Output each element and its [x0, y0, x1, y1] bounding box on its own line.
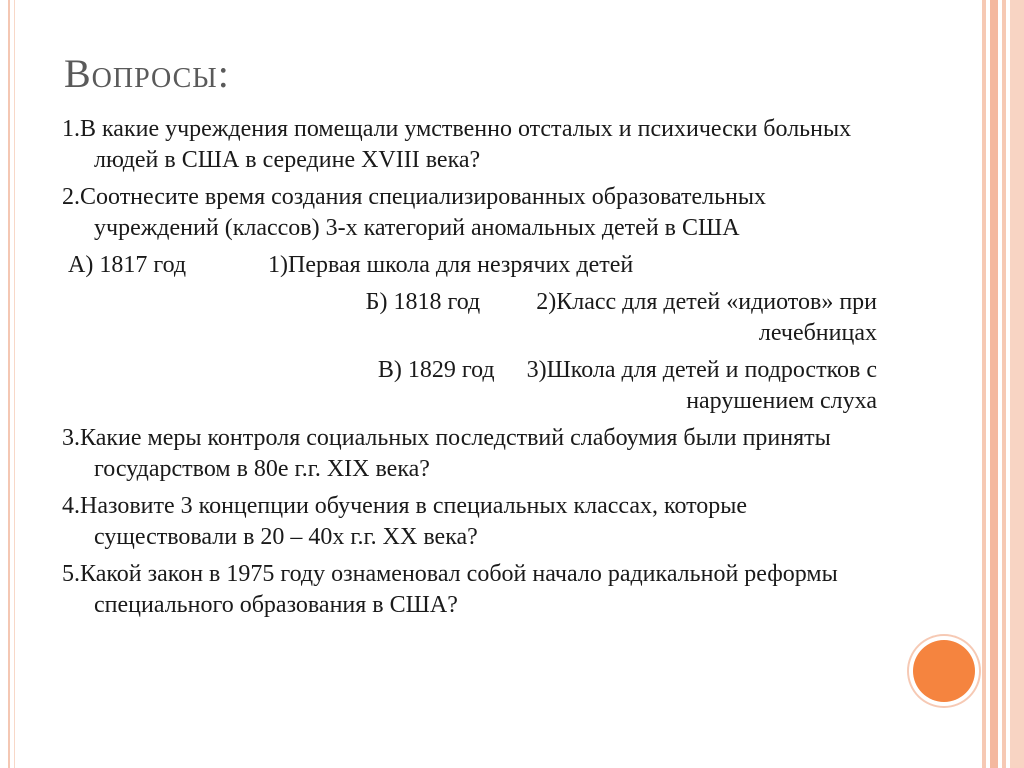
orange-circle-decoration	[913, 640, 975, 702]
right-stripe-2	[990, 0, 998, 768]
match-row-a	[62, 250, 882, 281]
match-b-item-line1: 2)Класс для детей «идиотов» при	[536, 289, 877, 315]
question-4: 4.Назовите 3 концепции обучения в специальных классах, которые существовали в 20 – 40х г.г. XX века?	[62, 493, 748, 550]
match-b-item-line2: лечебницах	[758, 320, 877, 346]
match-row-c	[62, 355, 877, 417]
question-1: 1.В какие учреждения помещали умственно отсталых и психически больных людей в США в середине XVIII века?	[62, 116, 852, 173]
match-b-year: Б) 1818 год	[365, 289, 481, 315]
slide-body	[62, 114, 882, 627]
right-stripe-4	[1010, 0, 1024, 768]
slide-title: Вопросы:	[64, 51, 230, 96]
question-5: 5.Какой закон в 1975 году ознаменовал собой начало радикальной реформы специального образования в США?	[62, 561, 838, 618]
question-3: 3.Какие меры контроля социальных последствий слабоумия были приняты государством в 80е г.г. XIX века?	[62, 425, 831, 482]
right-stripe-1	[982, 0, 986, 768]
question-2: 2.Соотнесите время создания специализированных образовательных учреждений (классов) 3-х категорий аномальных детей в США	[62, 184, 767, 241]
match-c-item-line2: нарушением слуха	[686, 388, 877, 414]
left-border-line-inner	[14, 0, 15, 768]
match-row-b	[62, 287, 877, 349]
left-border-line	[8, 0, 10, 768]
match-a-item: 1)Первая школа для незрячих детей	[268, 252, 634, 278]
match-a-year: А) 1817 год	[68, 252, 187, 278]
match-c-year: В) 1829 год	[377, 357, 495, 383]
match-c-item-line1: 3)Школа для детей и подростков с	[526, 357, 877, 383]
right-stripe-3	[1002, 0, 1006, 768]
